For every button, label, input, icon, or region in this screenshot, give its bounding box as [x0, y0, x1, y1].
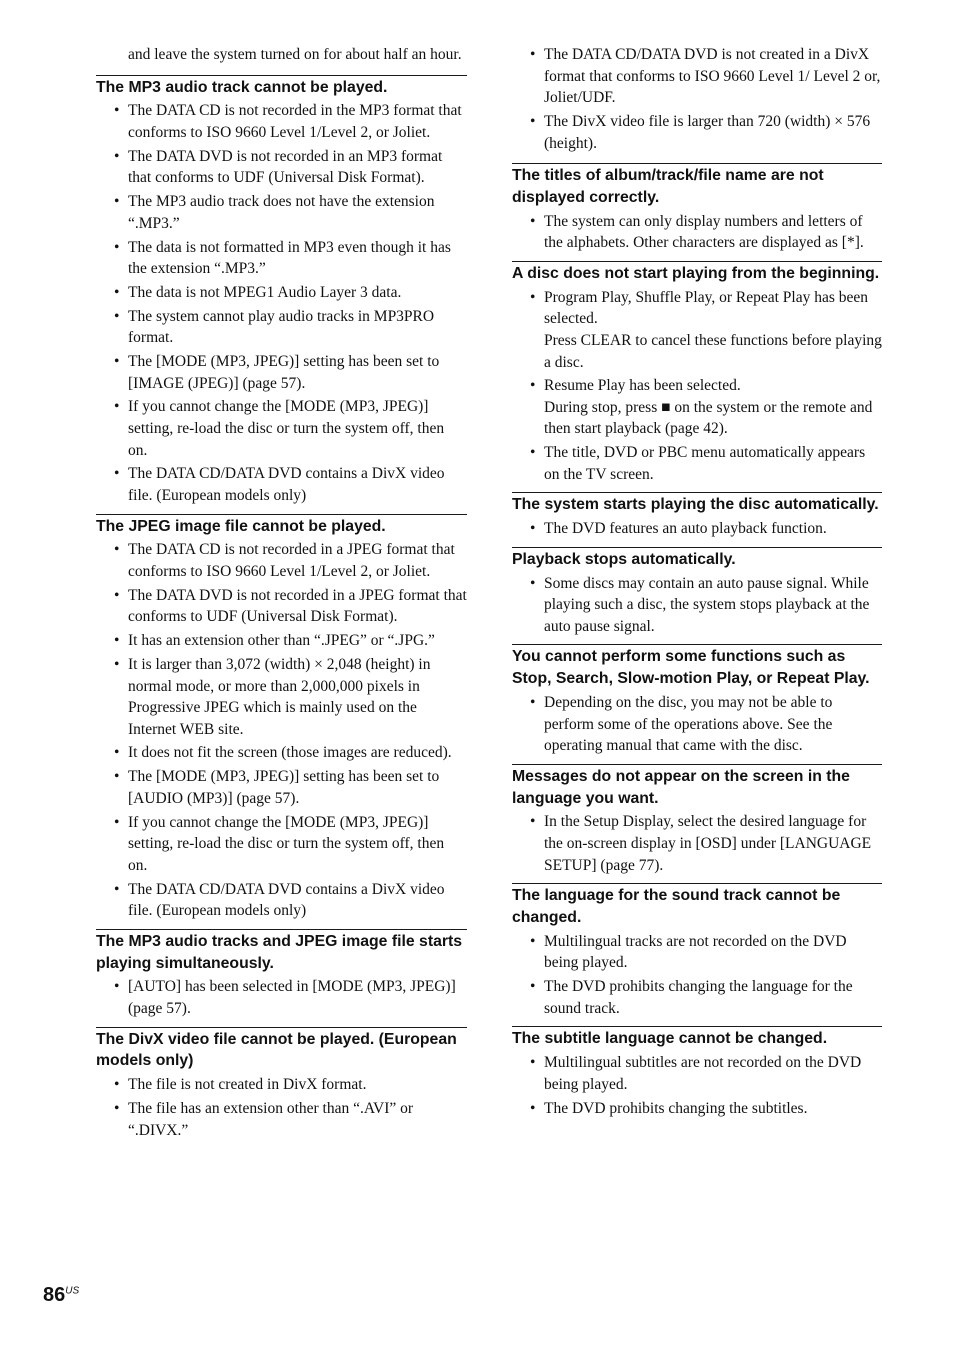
troubleshooting-section — [96, 929, 467, 1020]
list-item: • The DATA DVD is not recorded in an MP3 format that conforms to UDF (Universal Disk Format). — [96, 146, 467, 189]
page-suffix: US — [65, 1285, 80, 1297]
list-item: • The file has an extension other than “.AVI” or “.DIVX.” — [96, 1098, 467, 1141]
list-item: • The [MODE (MP3, JPEG)] setting has been set to [IMAGE (JPEG)] (page 57). — [96, 351, 467, 394]
list-item: • The system cannot play audio tracks in MP3PRO format. — [96, 306, 467, 349]
list-item: • The DATA CD is not recorded in the MP3 format that conforms to ISO 9660 Level 1/Level 2, or Joliet. — [96, 100, 467, 143]
list-item — [512, 287, 882, 373]
troubleshooting-section — [512, 163, 882, 254]
troubleshooting-section — [512, 764, 882, 876]
troubleshooting-section — [512, 883, 882, 1019]
troubleshooting-section — [96, 514, 467, 922]
list-item: • The DVD prohibits changing the language for the sound track. — [512, 976, 882, 1019]
list-item: • The DATA CD is not recorded in a JPEG format that conforms to ISO 9660 Level 1/Level 2, or Joliet. — [96, 539, 467, 582]
list-item: • The file is not created in DivX format. — [96, 1074, 467, 1096]
section-title: Playback stops automatically. — [512, 550, 736, 568]
list-item: • It is larger than 3,072 (width) × 2,048 (height) in normal mode, or more than 2,000,000 pixels in Progressive JPEG which is mainly used on the Internet WEB site. — [96, 654, 467, 740]
list-item: • Depending on the disc, you may not be able to perform some of the operations above. See the operating manual that came with the disc. — [512, 692, 882, 757]
list-item: • Multilingual tracks are not recorded on the DVD being played. — [512, 931, 882, 974]
bullet-list — [512, 211, 882, 254]
bullet-list — [96, 100, 467, 506]
list-item: • Multilingual subtitles are not recorded on the DVD being played. — [512, 1052, 882, 1095]
list-item: • The DVD features an auto playback function. — [512, 518, 882, 540]
list-item: • If you cannot change the [MODE (MP3, JPEG)] setting, re-load the disc or turn the system off, then on. — [96, 396, 467, 461]
list-item-instruction: During stop, press ■ on the system or the remote and then start playback (page 42). — [544, 398, 873, 438]
section-title: Messages do not appear on the screen in the language you want. — [512, 767, 850, 807]
list-item: • The DATA CD/DATA DVD is not created in a DivX format that conforms to ISO 9660 Level 1/ Level 2 or, Joliet/UDF. — [512, 44, 882, 109]
section-title: The titles of album/track/file name are not displayed correctly. — [512, 167, 824, 206]
list-item: • If you cannot change the [MODE (MP3, JPEG)] setting, re-load the disc or turn the system off, then on. — [96, 812, 467, 877]
page-number — [43, 1284, 79, 1307]
list-item: • The DVD prohibits changing the subtitles. — [512, 1098, 882, 1120]
list-item: • Some discs may contain an auto pause signal. While playing such a disc, the system stops playback at the auto pause signal. — [512, 573, 882, 638]
troubleshooting-section — [512, 547, 882, 638]
troubleshooting-section — [96, 1027, 467, 1142]
list-item-text: • Resume Play has been selected. — [544, 377, 741, 395]
page-number-value: 86 — [43, 1284, 66, 1306]
list-item: • The MP3 audio track does not have the extension “.MP3.” — [96, 191, 467, 234]
troubleshooting-section — [512, 1026, 882, 1119]
bullet-list — [512, 931, 882, 1020]
bullet-list — [512, 811, 882, 876]
section-title: The JPEG image file cannot be played. — [96, 517, 386, 535]
section-title: You cannot perform some functions such as Stop, Search, Slow-motion Play, or Repeat Play. — [512, 648, 870, 688]
list-item: • It has an extension other than “.JPEG” or “.JPG.” — [96, 630, 467, 652]
list-item: • The [MODE (MP3, JPEG)] setting has been set to [AUDIO (MP3)] (page 57). — [96, 766, 467, 809]
list-item: • The DATA CD/DATA DVD contains a DivX video file. (European models only) — [96, 879, 467, 922]
right-column — [512, 44, 882, 1126]
section-title: The MP3 audio tracks and JPEG image file starts playing simultaneously. — [96, 932, 463, 972]
section-title: The system starts playing the disc automatically. — [512, 496, 879, 514]
list-item: • [AUTO] has been selected in [MODE (MP3, JPEG)] (page 57). — [96, 976, 467, 1019]
bullet-list — [512, 573, 882, 638]
left-sections — [96, 75, 467, 1142]
bullet-list — [512, 518, 882, 540]
continued-text: and leave the system turned on for about half an hour. — [128, 46, 462, 63]
list-item: • The system can only display numbers and letters of the alphabets. Other characters are displayed as [*]. — [512, 211, 882, 254]
section-title: The language for the sound track cannot be changed. — [512, 887, 841, 926]
list-item: • The data is not MPEG1 Audio Layer 3 data. — [96, 282, 467, 304]
bullet-list — [96, 539, 467, 921]
list-item-instruction: Press CLEAR to cancel these functions before playing a disc. — [544, 331, 882, 371]
list-item: • The DATA CD/DATA DVD contains a DivX video file. (European models only) — [96, 463, 467, 506]
bullet-list — [512, 1052, 882, 1119]
left-column — [96, 44, 467, 1148]
continued-list — [512, 44, 882, 154]
list-item: • It does not fit the screen (those images are reduced). — [96, 742, 467, 764]
list-item-text: • Program Play, Shuffle Play, or Repeat Play has been selected. — [544, 288, 869, 328]
list-item: • In the Setup Display, select the desired language for the on-screen display in [OSD] under [LANGUAGE SETUP] (page 77). — [512, 811, 882, 876]
list-item — [512, 375, 882, 440]
list-item: • The data is not formatted in MP3 even though it has the extension “.MP3.” — [96, 237, 467, 280]
troubleshooting-section — [512, 261, 882, 486]
list-item: • The title, DVD or PBC menu automatically appears on the TV screen. — [512, 442, 882, 485]
bullet-list — [96, 976, 467, 1019]
bullet-list — [512, 692, 882, 757]
bullet-list — [512, 287, 882, 486]
troubleshooting-section — [512, 492, 882, 539]
section-title: The MP3 audio track cannot be played. — [96, 78, 388, 96]
bullet-list — [96, 1074, 467, 1141]
list-item: • The DATA DVD is not recorded in a JPEG format that conforms to UDF (Universal Disk Format). — [96, 585, 467, 628]
troubleshooting-section — [512, 644, 882, 756]
section-title: The DivX video file cannot be played. (European models only) — [96, 1030, 457, 1070]
list-item: • The DivX video file is larger than 720 (width) × 576 (height). — [512, 111, 882, 154]
section-title: A disc does not start playing from the beginning. — [512, 264, 880, 282]
right-sections — [512, 163, 882, 1119]
troubleshooting-section — [96, 75, 467, 507]
section-title: The subtitle language cannot be changed. — [512, 1030, 828, 1048]
